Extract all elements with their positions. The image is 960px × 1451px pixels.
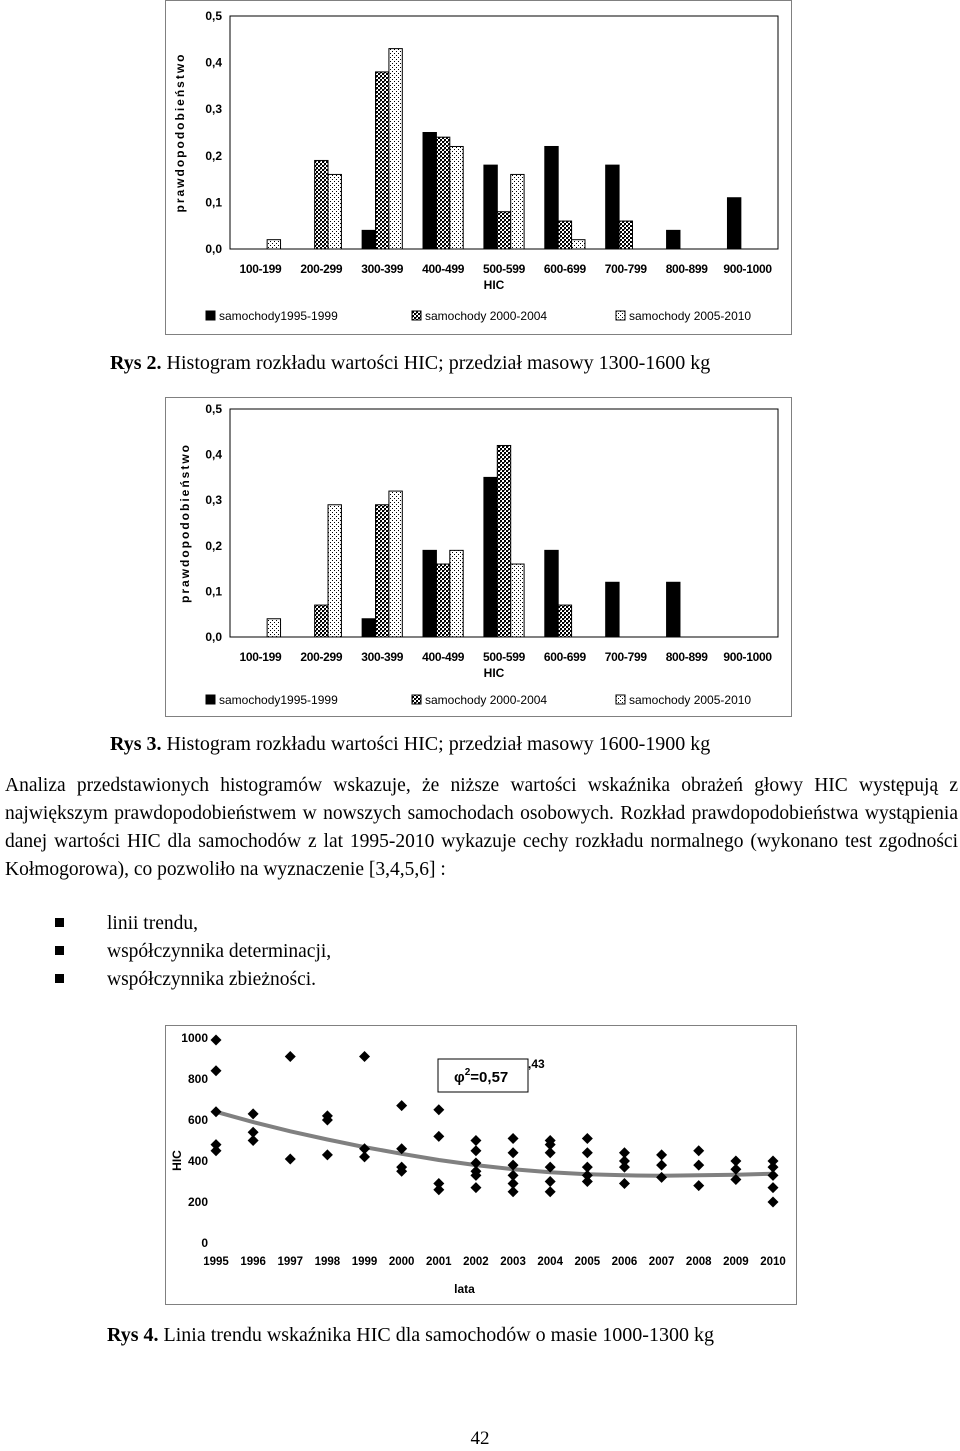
y-tick-label: 0,4 [205,447,222,462]
histogram-chart-2-svg [166,398,791,716]
bar [315,605,328,637]
x-tick-label: 800-899 [665,262,708,276]
x-tick-label: 2004 [537,1256,563,1268]
y-tick-label: 0,2 [205,148,222,163]
data-point [768,1182,779,1193]
y-axis-title: prawdopodobieństwo [178,443,192,603]
figure-label-4: Rys 4. [107,1324,159,1346]
x-tick-label: 700-799 [604,650,647,664]
bar [376,505,389,637]
legend-swatch [412,311,421,320]
data-point [211,1035,222,1046]
data-point [545,1176,556,1187]
data-point [508,1186,519,1197]
data-point [656,1149,667,1160]
legend-label: samochody 2005-2010 [629,693,752,707]
data-point [248,1135,259,1146]
data-point [508,1133,519,1144]
data-point [211,1106,222,1117]
y-tick-label: 0,1 [205,584,222,599]
figure-caption-text-2: Histogram rozkładu wartości HIC; przedział masowy 1300-1600 kg [161,352,711,374]
data-point [545,1147,556,1158]
figure-label-3: Rys 3. [110,733,162,755]
x-tick-label: 400-499 [422,650,465,664]
x-axis-title: HIC [483,278,505,292]
y-tick-label: 0,3 [205,493,222,508]
bar [558,221,571,249]
bullet-square-icon [55,946,64,955]
data-point [433,1184,444,1195]
x-tick-label: 700-799 [604,262,647,276]
x-tick-label: 2005 [574,1256,601,1268]
y-tick-label: 200 [187,1195,208,1209]
figure-label-2: Rys 2. [110,352,162,374]
bar [484,477,497,637]
bar [423,550,436,637]
legend-swatch [412,695,421,704]
legend-label: samochody1995-1999 [219,693,338,707]
data-point [470,1145,481,1156]
histogram-chart-2 [165,397,792,717]
x-tick-label: 800-899 [665,650,708,664]
bar [267,619,280,637]
data-point [470,1135,481,1146]
bullet-text: linii trendu, [107,913,198,934]
y-tick-label: 800 [187,1072,208,1086]
data-point [470,1182,481,1193]
bar [497,212,510,249]
x-tick-label: 300-399 [361,262,404,276]
y-tick-label: 0,0 [205,242,222,256]
bar [619,221,632,249]
data-point [433,1104,444,1115]
data-point [693,1180,704,1191]
data-point [211,1065,222,1076]
trend-chart [165,1025,797,1305]
data-point [285,1153,296,1164]
paragraph-1-text: Analiza przedstawionych histogramów wskazuje, że niższe wartości wskaźnika obrażeń głowy HIC występują z największym prawdopodobieństwem w nowszych samochodach osobowych. [5,775,958,824]
y-tick-label: 0,0 [205,630,222,644]
y-tick-label: 0,5 [205,9,222,23]
x-tick-label: 600-699 [543,650,586,664]
bar [606,165,619,249]
y-tick-label: 400 [187,1154,208,1168]
bar [572,240,585,249]
data-point [619,1162,630,1173]
x-tick-label: 1995 [203,1256,229,1268]
bar [362,619,375,637]
x-tick-label: 2001 [426,1256,452,1268]
bar [328,174,341,249]
bar [484,165,497,249]
legend-swatch [616,311,625,320]
figure-caption-4 [107,1324,714,1347]
legend-swatch [206,695,215,704]
x-tick-label: 1997 [277,1256,304,1268]
trend-line [216,1112,773,1176]
x-tick-label: 1999 [351,1256,378,1268]
bar [376,72,389,249]
data-point [248,1108,259,1119]
bullet-square-icon [55,918,64,927]
bar [727,198,740,249]
x-tick-label: 2007 [648,1256,675,1268]
data-point [619,1178,630,1189]
x-tick-label: 2009 [723,1256,749,1268]
bar [328,505,341,637]
bar [511,174,524,249]
data-point [545,1186,556,1197]
trend-chart-svg [166,1026,796,1304]
list-item [55,910,331,938]
paragraph-2-text: Rozkład prawdopodobieństwa wystąpienia danej wartości HIC dla samochodów z lat 1995-2010 wykazuje cechy rozkładu normalnego (wykonano test zgodności Kołmogorowa), co pozwoliło na wyznaczenie [3,4,5,6] : [5,803,959,880]
legend-swatch [206,311,215,320]
data-point [433,1131,444,1142]
x-tick-label: 2010 [760,1256,786,1268]
x-tick-label: 1998 [314,1256,341,1268]
x-tick-label: 400-499 [422,262,465,276]
legend-label: samochody 2000-2004 [425,309,548,323]
data-point [693,1145,704,1156]
bar [436,137,449,249]
y-tick-label: 0,3 [205,102,222,117]
data-point [285,1051,296,1062]
bar [545,146,558,249]
figure-caption-2 [110,352,710,375]
legend-label: samochody1995-1999 [219,309,338,323]
y-tick-label: 0,5 [205,402,222,416]
bar [667,230,680,249]
x-tick-label: 2003 [500,1256,526,1268]
data-point [656,1172,667,1183]
data-point [211,1145,222,1156]
data-point [582,1147,593,1158]
y-tick-label: 0,2 [205,538,222,553]
x-tick-label: 2000 [388,1256,415,1268]
x-tick-label: 2006 [611,1256,638,1268]
legend-label: samochody 2005-2010 [629,309,752,323]
body-paragraph-1 [5,772,958,884]
x-tick-label: 900-1000 [723,262,772,276]
list-item [55,938,331,966]
data-point [768,1170,779,1181]
data-point [656,1160,667,1171]
annotation-text: $\varphi^2=0,57$ [454,1067,509,1086]
bar [511,564,524,637]
x-tick-label: 500-599 [483,262,525,276]
bar [362,230,375,249]
bar [667,582,680,637]
bullet-square-icon [55,974,64,983]
x-tick-label: 300-399 [361,650,404,664]
x-tick-label: 200-299 [300,262,343,276]
page-number: 42 [470,1428,490,1449]
bar [558,605,571,637]
data-point [359,1051,370,1062]
figure-caption-3 [110,733,710,756]
histogram-chart-1-svg [166,1,791,334]
partial-annotation: ,43 [528,1057,545,1071]
x-tick-label: 100-199 [239,650,282,664]
list-item [55,966,331,994]
data-point [396,1100,407,1111]
x-tick-label: 600-699 [543,262,586,276]
bar [389,49,402,249]
legend-label: samochody 2000-2004 [425,693,548,707]
y-tick-label: 0,1 [205,195,222,210]
bar [389,491,402,637]
data-point [582,1176,593,1187]
x-tick-label: 2008 [685,1256,712,1268]
bar [450,146,463,249]
x-tick-label: 2002 [463,1256,489,1268]
data-point [508,1147,519,1158]
y-axis-title: HIC [170,1150,184,1171]
bar [545,550,558,637]
bullet-text: współczynnika determinacji, [107,941,332,962]
bar [315,160,328,249]
bar [436,564,449,637]
bullet-list [55,910,331,994]
histogram-chart-1 [165,0,792,335]
bar [267,240,280,249]
figure-caption-text-4: Linia trendu wskaźnika HIC dla samochodów o masie 1000-1300 kg [158,1324,714,1346]
x-axis-title: HIC [483,666,505,680]
x-tick-label: 200-299 [300,650,343,664]
y-tick-label: 0,4 [205,55,222,70]
bar [606,582,619,637]
x-axis-title: lata [454,1282,475,1296]
y-tick-label: 600 [187,1113,208,1127]
data-point [322,1149,333,1160]
data-point [693,1160,704,1171]
x-tick-label: 500-599 [483,650,525,664]
y-tick-label: 0 [201,1236,208,1250]
x-tick-label: 1996 [240,1256,266,1268]
figure-caption-text-3: Histogram rozkładu wartości HIC; przedział masowy 1600-1900 kg [161,733,711,755]
data-point [768,1197,779,1208]
y-tick-label: 1000 [181,1031,208,1045]
bullet-text: współczynnika zbieżności. [107,969,317,990]
x-tick-label: 100-199 [239,262,282,276]
legend-swatch [616,695,625,704]
bar [450,550,463,637]
bar [423,133,436,250]
data-point [582,1133,593,1144]
data-point [359,1151,370,1162]
bar [497,445,510,637]
x-tick-label: 900-1000 [723,650,772,664]
y-axis-title: prawdopodobieństwo [173,52,187,213]
